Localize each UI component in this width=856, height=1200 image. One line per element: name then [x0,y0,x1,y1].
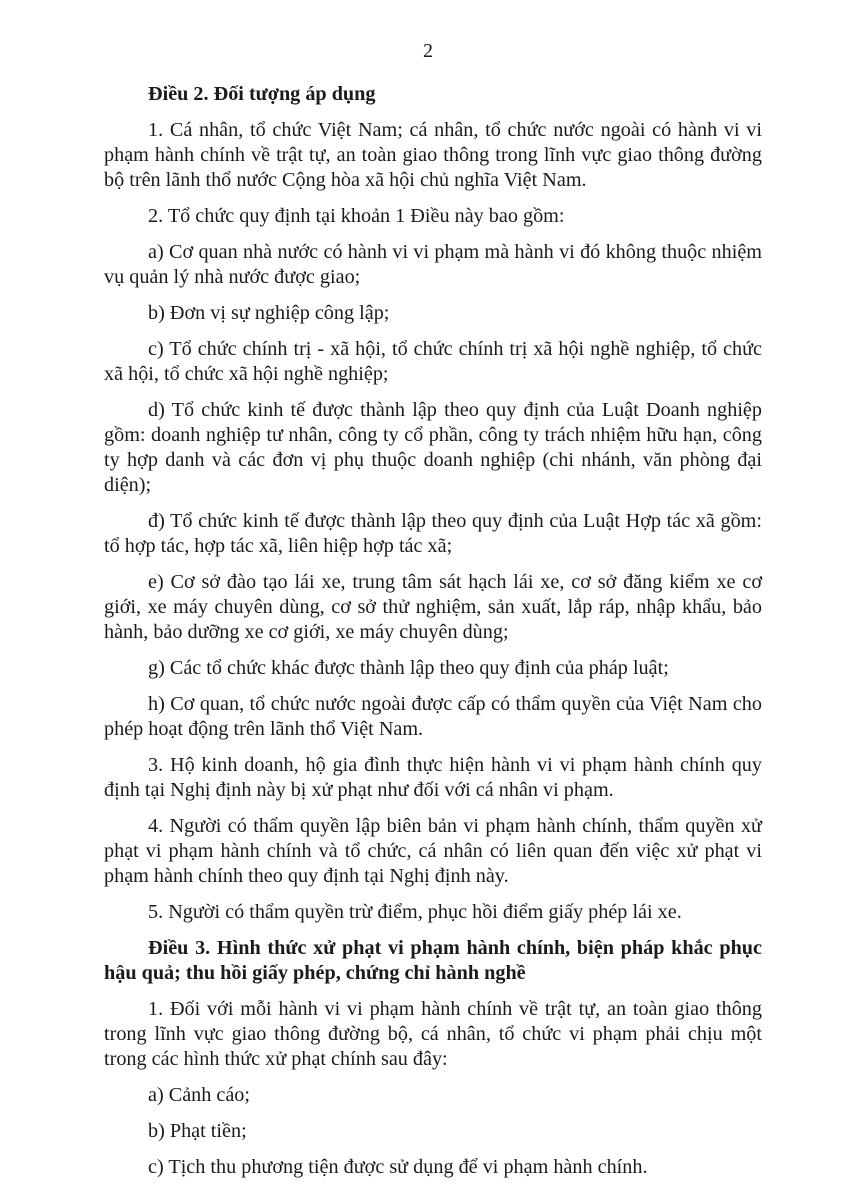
article-2-item-g: g) Các tổ chức khác được thành lập theo quy định của pháp luật; [148,657,669,679]
article-2-item-b: b) Đơn vị sự nghiệp công lập; [148,302,390,324]
document-body [104,82,762,1191]
article-2-title: Điều 2. Đối tượng áp dụng [148,83,376,105]
article-2-clause-3: 3. Hộ kinh doanh, hộ gia đình thực hiện hành vi vi phạm hành chính quy định tại Nghị định này bị xử phạt như đối với cá nhân vi phạm. [104,754,762,801]
article-2-item-a: a) Cơ quan nhà nước có hành vi vi phạm mà hành vi đó không thuộc nhiệm vụ quản lý nhà nước được giao; [104,241,762,288]
article-2-clause-2: 2. Tổ chức quy định tại khoản 1 Điều này bao gồm: [148,205,565,227]
article-2-clause-4: 4. Người có thẩm quyền lập biên bản vi phạm hành chính, thẩm quyền xử phạt vi phạm hành chính và tổ chức, cá nhân có liên quan đến việc xử phạt vi phạm hành chính theo quy định tại Nghị định này. [104,815,762,887]
article-2-item-d: d) Tổ chức kinh tế được thành lập theo quy định của Luật Doanh nghiệp gồm: doanh nghiệp tư nhân, công ty cổ phần, công ty trách nhiệm hữu hạn, công ty hợp danh và các đơn vị phụ thuộc doanh nghiệp (chi nhánh, văn phòng đại diện); [104,399,762,496]
page-number: 2 [423,40,433,62]
article-2-clause-1: 1. Cá nhân, tổ chức Việt Nam; cá nhân, tổ chức nước ngoài có hành vi vi phạm hành chính về trật tự, an toàn giao thông trong lĩnh vực giao thông đường bộ trên lãnh thổ nước Cộng hòa xã hội chủ nghĩa Việt Nam. [104,119,762,191]
article-3-item-c: c) Tịch thu phương tiện được sử dụng để vi phạm hành chính. [148,1156,648,1178]
article-2-item-dd: đ) Tổ chức kinh tế được thành lập theo quy định của Luật Hợp tác xã gồm: tổ hợp tác, hợp tác xã, liên hiệp hợp tác xã; [104,510,762,557]
article-3-item-b: b) Phạt tiền; [148,1120,247,1142]
article-2-item-e: e) Cơ sở đào tạo lái xe, trung tâm sát hạch lái xe, cơ sở đăng kiểm xe cơ giới, xe máy chuyên dùng, cơ sở thử nghiệm, sản xuất, lắp ráp, nhập khẩu, bảo hành, bảo dưỡng xe cơ giới, xe máy chuyên dùng; [104,571,762,643]
article-3-item-a: a) Cảnh cáo; [148,1084,251,1106]
article-3-clause-1: 1. Đối với mỗi hành vi vi phạm hành chính về trật tự, an toàn giao thông trong lĩnh vực giao thông đường bộ, cá nhân, tổ chức vi phạm phải chịu một trong các hình thức xử phạt chính sau đây: [104,998,762,1070]
article-3-title: Điều 3. Hình thức xử phạt vi phạm hành chính, biện pháp khắc phục hậu quả; thu hồi giấy phép, chứng chỉ hành nghề [104,937,762,984]
article-2-item-h: h) Cơ quan, tổ chức nước ngoài được cấp có thẩm quyền của Việt Nam cho phép hoạt động trên lãnh thổ Việt Nam. [104,693,762,740]
article-2-item-c: c) Tổ chức chính trị - xã hội, tổ chức chính trị xã hội nghề nghiệp, tổ chức xã hội, tổ chức xã hội nghề nghiệp; [104,338,762,385]
article-2-clause-5: 5. Người có thẩm quyền trừ điểm, phục hồi điểm giấy phép lái xe. [148,901,682,923]
